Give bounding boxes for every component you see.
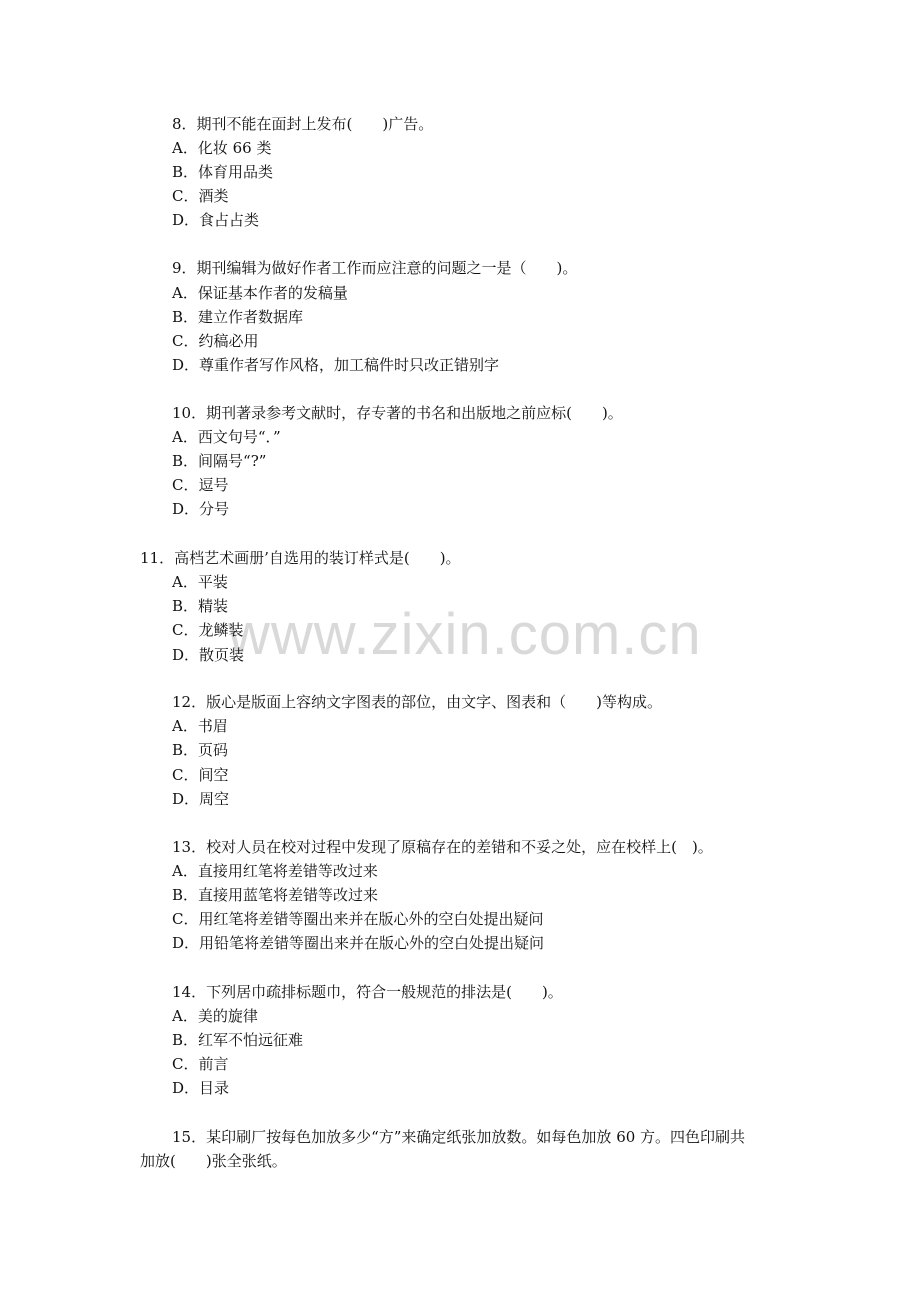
question-9-option-b: B．建立作者数据库 — [172, 308, 304, 326]
question-10-option-c: C．逗号 — [172, 476, 229, 494]
question-12-option-a: A．书眉 — [172, 717, 228, 735]
question-10-option-d: D．分号 — [172, 500, 230, 518]
question-9-option-d: D．尊重作者写作风格，加工稿件时只改正错别字 — [172, 356, 500, 374]
question-11-option-a: A．平装 — [172, 573, 228, 591]
question-9-option-c: C．约稿必用 — [172, 332, 259, 350]
question-12-option-d: D．周空 — [172, 790, 230, 808]
question-8-option-a: A．化妆 66 类 — [172, 139, 272, 157]
question-8-option-b: B．体育用品类 — [172, 163, 274, 181]
question-14-stem: 14．下列居巾疏排标题巾，符合一般规范的排法是( )。 — [172, 983, 563, 1001]
question-11-option-b: B．精装 — [172, 597, 229, 615]
question-10-option-a: A．西文句号“．” — [172, 428, 281, 446]
question-13-option-c: C．用红笔将差错等圈出来并在版心外的空白处提出疑问 — [172, 910, 544, 928]
question-10-option-b: B．间隔号“?” — [172, 452, 267, 470]
question-15-stem-line2: 加放( )张全张纸。 — [140, 1152, 287, 1170]
question-13-stem: 13．校对人员在校对过程中发现了原稿存在的差错和不妥之处，应在校样上( )。 — [172, 838, 713, 856]
question-8-option-d: D．食占占类 — [172, 211, 260, 229]
question-8-stem: 8．期刊不能在面封上发布( )广告。 — [172, 115, 434, 133]
question-14-option-c: C．前言 — [172, 1055, 229, 1073]
question-13-option-d: D．用铅笔将差错等圈出来并在版心外的空白处提出疑问 — [172, 934, 545, 952]
question-11-option-c: C．龙鳞装 — [172, 621, 244, 639]
question-14-option-a: A．美的旋律 — [172, 1007, 258, 1025]
question-9-stem: 9．期刊编辑为做好作者工作而应注意的问题之一是（ )。 — [172, 259, 578, 277]
question-15-stem-line1: 15．某印刷厂按每色加放多少“方”来确定纸张加放数。如每色加放 60 方。四色印刷共 — [172, 1128, 746, 1146]
question-14-option-b: B．红军不怕远征难 — [172, 1031, 304, 1049]
question-12-option-c: C．间空 — [172, 766, 229, 784]
watermark: www.zixin.com.cn — [228, 602, 702, 667]
question-12-stem: 12．版心是版面上容纳文字图表的部位，由文字、图表和（ )等构成。 — [172, 693, 662, 711]
question-8-option-c: C．酒类 — [172, 187, 229, 205]
question-11-stem: 11．高档艺术画册’自选用的装订样式是( )。 — [140, 549, 461, 567]
question-10-stem: 10．期刊著录参考文献时，存专著的书名和出版地之前应标( )。 — [172, 404, 623, 422]
question-11-option-d: D．散页装 — [172, 646, 245, 664]
question-13-option-b: B．直接用蓝笔将差错等改过来 — [172, 886, 379, 904]
question-14-option-d: D．目录 — [172, 1079, 230, 1097]
question-9-option-a: A．保证基本作者的发稿量 — [172, 284, 348, 302]
question-13-option-a: A．直接用红笔将差错等改过来 — [172, 862, 378, 880]
question-12-option-b: B．页码 — [172, 741, 229, 759]
